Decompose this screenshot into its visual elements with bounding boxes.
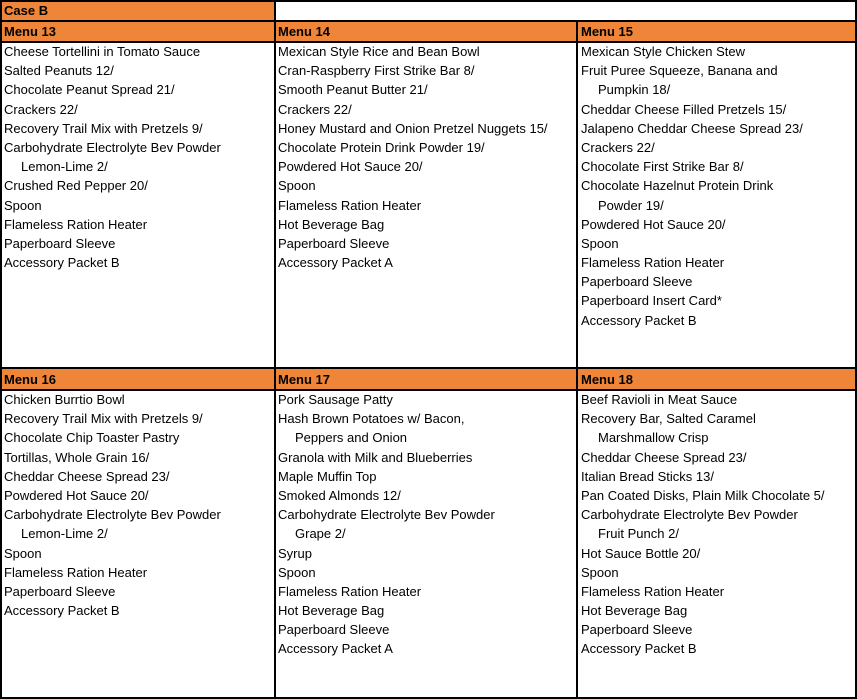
list-item: Recovery Trail Mix with Pretzels 9/ — [4, 411, 203, 427]
menu-18-title: Menu 18 — [581, 372, 634, 387]
case-label: Case B — [4, 3, 49, 18]
menu-17-title: Menu 17 — [278, 372, 331, 387]
list-item: Spoon — [278, 178, 316, 194]
list-item: Powder 19/ — [598, 197, 664, 213]
list-item: Accessory Packet B — [4, 603, 120, 619]
list-item: Pork Sausage Patty — [278, 392, 393, 407]
list-item: Chocolate Protein Drink Powder 19/ — [278, 139, 485, 155]
menu-13-items — [4, 42, 276, 272]
list-item: Syrup — [278, 545, 312, 561]
list-item: Mexican Style Chicken Stew — [581, 44, 746, 59]
list-item: Powdered Hot Sauce 20/ — [278, 159, 423, 175]
list-item: Chocolate Peanut Spread 21/ — [4, 82, 175, 98]
list-item: Cheddar Cheese Filled Pretzels 15/ — [581, 101, 787, 117]
list-item: Flameless Ration Heater — [581, 255, 725, 271]
list-item: Maple Muffin Top — [278, 468, 377, 484]
list-item: Grape 2/ — [295, 526, 346, 542]
list-item: Flameless Ration Heater — [4, 564, 148, 580]
list-item: Jalapeno Cheddar Cheese Spread 23/ — [581, 120, 803, 136]
list-item: Flameless Ration Heater — [581, 583, 725, 599]
list-item: Spoon — [581, 235, 619, 251]
menu-14-title: Menu 14 — [278, 24, 331, 39]
list-item: Cheddar Cheese Spread 23/ — [4, 468, 170, 484]
list-item: Crushed Red Pepper 20/ — [4, 178, 148, 194]
menu-17-items — [278, 390, 550, 659]
list-item: Flameless Ration Heater — [4, 216, 148, 232]
list-item: Paperboard Sleeve — [581, 622, 693, 638]
list-item: Cran-Raspberry First Strike Bar 8/ — [278, 63, 475, 79]
menu-16-title: Menu 16 — [4, 372, 57, 387]
list-item: Crackers 22/ — [581, 139, 655, 155]
list-item: Flameless Ration Heater — [278, 583, 422, 599]
list-item: Cheese Tortellini in Tomato Sauce — [4, 44, 201, 59]
list-item: Carbohydrate Electrolyte Bev Powder — [278, 507, 495, 523]
list-item: Beef Ravioli in Meat Sauce — [581, 392, 738, 407]
list-item: Spoon — [4, 545, 42, 561]
list-item: Powdered Hot Sauce 20/ — [4, 487, 149, 503]
list-item: Granola with Milk and Blueberries — [278, 449, 473, 465]
list-item: Cheddar Cheese Spread 23/ — [581, 449, 747, 465]
grid-line — [0, 20, 857, 22]
list-item: Marshmallow Crisp — [598, 430, 709, 446]
list-item: Paperboard Sleeve — [581, 274, 693, 290]
list-item: Chocolate Chip Toaster Pastry — [4, 430, 180, 446]
list-item: Fruit Puree Squeeze, Banana and — [581, 63, 778, 79]
list-item: Paperboard Sleeve — [4, 235, 116, 251]
grid-line — [576, 20, 578, 699]
list-item: Hot Beverage Bag — [278, 603, 385, 619]
menu-13-title: Menu 13 — [4, 24, 57, 39]
list-item: Lemon-Lime 2/ — [21, 526, 108, 542]
list-item: Carbohydrate Electrolyte Bev Powder — [4, 507, 221, 523]
list-item: Mexican Style Rice and Bean Bowl — [278, 44, 480, 59]
list-item: Salted Peanuts 12/ — [4, 63, 114, 79]
menu-15-items — [581, 42, 853, 330]
list-item: Paperboard Sleeve — [278, 235, 390, 251]
menu-header-band-top — [0, 21, 857, 41]
list-item: Smoked Almonds 12/ — [278, 487, 401, 503]
list-item: Paperboard Sleeve — [4, 583, 116, 599]
list-item: Carbohydrate Electrolyte Bev Powder — [4, 139, 221, 155]
menu-16-items — [4, 390, 276, 620]
list-item: Spoon — [4, 197, 42, 213]
list-item: Accessory Packet B — [581, 641, 697, 657]
list-item: Chocolate Hazelnut Protein Drink — [581, 178, 774, 194]
list-item: Accessory Packet B — [581, 312, 697, 328]
list-item: Recovery Trail Mix with Pretzels 9/ — [4, 120, 203, 136]
menu-18-items — [581, 390, 853, 659]
menu-header-band-bottom — [0, 369, 857, 389]
list-item: Italian Bread Sticks 13/ — [581, 468, 714, 484]
grid-line — [0, 0, 857, 2]
list-item: Lemon-Lime 2/ — [21, 159, 108, 175]
list-item: Spoon — [278, 564, 316, 580]
list-item: Crackers 22/ — [278, 101, 352, 117]
list-item: Chicken Burrtio Bowl — [4, 392, 125, 407]
list-item: Accessory Packet B — [4, 255, 120, 271]
menu-15-title: Menu 15 — [581, 24, 634, 39]
list-item: Peppers and Onion — [295, 430, 408, 446]
list-item: Hot Beverage Bag — [581, 603, 688, 619]
list-item: Spoon — [581, 564, 619, 580]
list-item: Paperboard Insert Card* — [581, 293, 722, 309]
grid-line — [0, 367, 857, 369]
list-item: Recovery Bar, Salted Caramel — [581, 411, 756, 427]
list-item: Smooth Peanut Butter 21/ — [278, 82, 428, 98]
list-item: Accessory Packet A — [278, 255, 393, 271]
list-item: Hash Brown Potatoes w/ Bacon, — [278, 411, 465, 427]
list-item: Pan Coated Disks, Plain Milk Chocolate 5/ — [581, 487, 825, 503]
list-item: Paperboard Sleeve — [278, 622, 390, 638]
menu-14-items — [278, 42, 550, 272]
list-item: Hot Sauce Bottle 20/ — [581, 545, 701, 561]
list-item: Hot Beverage Bag — [278, 216, 385, 232]
list-item: Accessory Packet A — [278, 641, 393, 657]
list-item: Honey Mustard and Onion Pretzel Nuggets 15/ — [278, 120, 548, 136]
list-item: Carbohydrate Electrolyte Bev Powder — [581, 507, 798, 523]
list-item: Chocolate First Strike Bar 8/ — [581, 159, 744, 175]
list-item: Tortillas, Whole Grain 16/ — [4, 449, 150, 465]
list-item: Fruit Punch 2/ — [598, 526, 679, 542]
list-item: Crackers 22/ — [4, 101, 78, 117]
list-item: Powdered Hot Sauce 20/ — [581, 216, 726, 232]
list-item: Pumpkin 18/ — [598, 82, 671, 98]
list-item: Flameless Ration Heater — [278, 197, 422, 213]
grid-line — [0, 0, 2, 699]
